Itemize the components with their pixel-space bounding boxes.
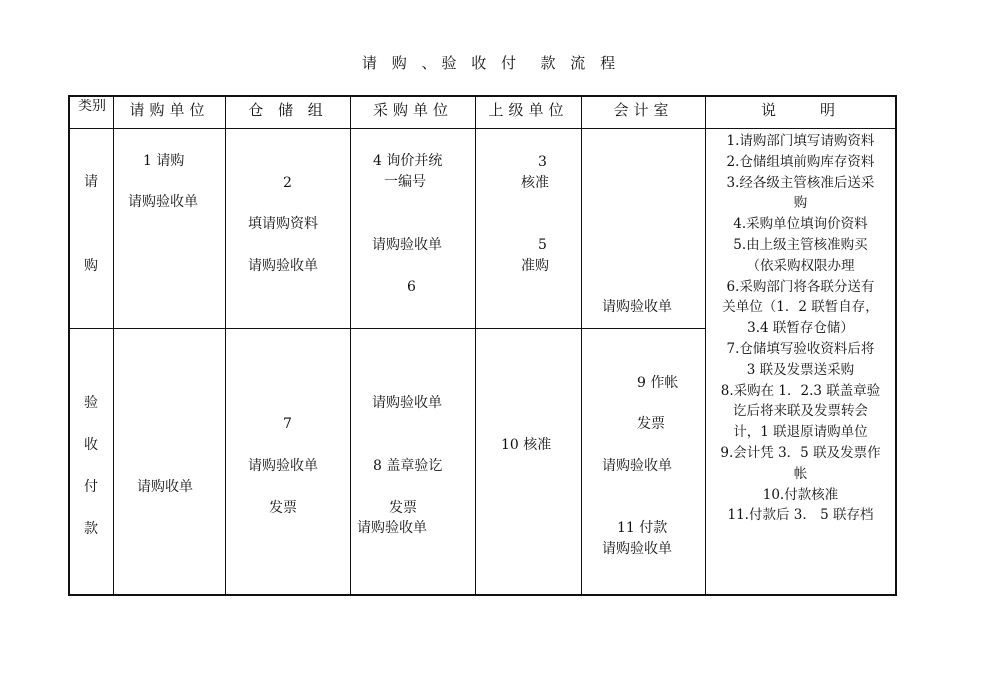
request-form-label: 请购验收单 [602,458,672,474]
request-form-label: 请购验收单 [602,541,672,557]
note-line: 6.采购部门将各联分送有 [726,278,875,295]
column-divider [225,97,226,594]
request-form-label: 请购验收单 [372,395,442,411]
category-receive-char: 款 [84,521,98,537]
header-purchasing: 采购单位 [372,101,453,119]
step-request: 1 请购 [143,153,185,169]
note-line: 2.仓储组填前购库存资料 [726,153,875,170]
header-category: 类别 [78,99,106,114]
step-fill-data: 填请购资料 [248,216,318,232]
step-payment: 11 付款 [617,520,668,536]
header-accounting: 会计室 [613,101,674,119]
step-bookkeeping: 9 作帐 [637,375,679,391]
note-line: 10.付款核准 [762,486,839,503]
step-purchase-approve: 准购 [521,258,549,274]
note-line: 3.4 联暂存仓储） [747,320,854,337]
column-divider [475,97,476,594]
invoice-label: 发票 [389,500,417,516]
note-line: 9.会计凭 3．5 联及发票作 [720,444,881,461]
step-inquiry-cont: 一编号 [384,174,426,190]
note-line: 1.请购部门填写请购资料 [726,133,875,149]
note-line: 7.仓储填写验收资料后将 [726,340,875,357]
step-final-approve: 10 核准 [501,437,552,453]
header-requester: 请购单位 [129,101,210,119]
step-number: 5 [538,237,547,253]
step-number: 6 [407,279,416,295]
header-warehouse: 仓 储 组 [248,101,328,119]
note-line: 3 联及发票送采购 [746,361,855,378]
request-form-label: 请购验收单 [602,299,672,315]
note-line: （依采购权限办理 [746,257,855,274]
header-divider [70,128,895,129]
note-line: 购 [793,195,808,212]
note-line: 5.由上级主管核准购买 [733,236,868,253]
header-notes: 说 明 [760,101,841,119]
flow-table [68,95,897,596]
note-line: 3.经各级主管核准后送采 [726,174,875,191]
note-line: 关单位（1．2 联暂自存， [722,299,879,316]
request-form-label: 请购验收单 [248,258,318,274]
column-divider [350,97,351,594]
receipt-form-label: 请购收单 [137,479,193,495]
note-line: 讫后将来联及发票转会 [733,403,868,420]
note-line: 11.付款后 3． 5 联存档 [727,507,874,524]
request-form-label: 请购验收单 [372,237,442,253]
notes-list [706,131,895,526]
request-form-label: 请购验收单 [357,520,427,536]
category-receive-char: 付 [84,479,98,495]
category-request-char: 请 [84,174,98,190]
category-receive-char: 验 [84,395,98,411]
request-form-label: 请购验收单 [128,194,198,210]
request-form-label: 请购验收单 [248,458,318,474]
note-line: 8.采购在 1．2.3 联盖章验 [720,382,881,399]
step-number: 2 [283,175,292,191]
category-request-char: 购 [84,258,98,274]
step-stamp: 8 盖章验讫 [373,458,443,474]
step-number: 3 [538,154,547,170]
step-number: 7 [283,416,292,432]
category-receive-char: 收 [84,437,98,453]
step-approve: 核准 [521,175,549,191]
step-inquiry: 4 询价并统 [373,153,443,169]
document-title: 请 购 、验 收 付 款 流 程 [361,54,621,72]
column-divider [113,97,114,594]
column-divider [581,97,582,594]
invoice-label: 发票 [637,416,665,432]
header-supervisor: 上级单位 [488,101,569,119]
section-divider [70,328,705,329]
note-line: 帐 [793,465,808,482]
note-line: 4.采购单位填询价资料 [733,216,868,233]
note-line: 计，1 联退原请购单位 [733,424,868,441]
invoice-label: 发票 [269,500,297,516]
